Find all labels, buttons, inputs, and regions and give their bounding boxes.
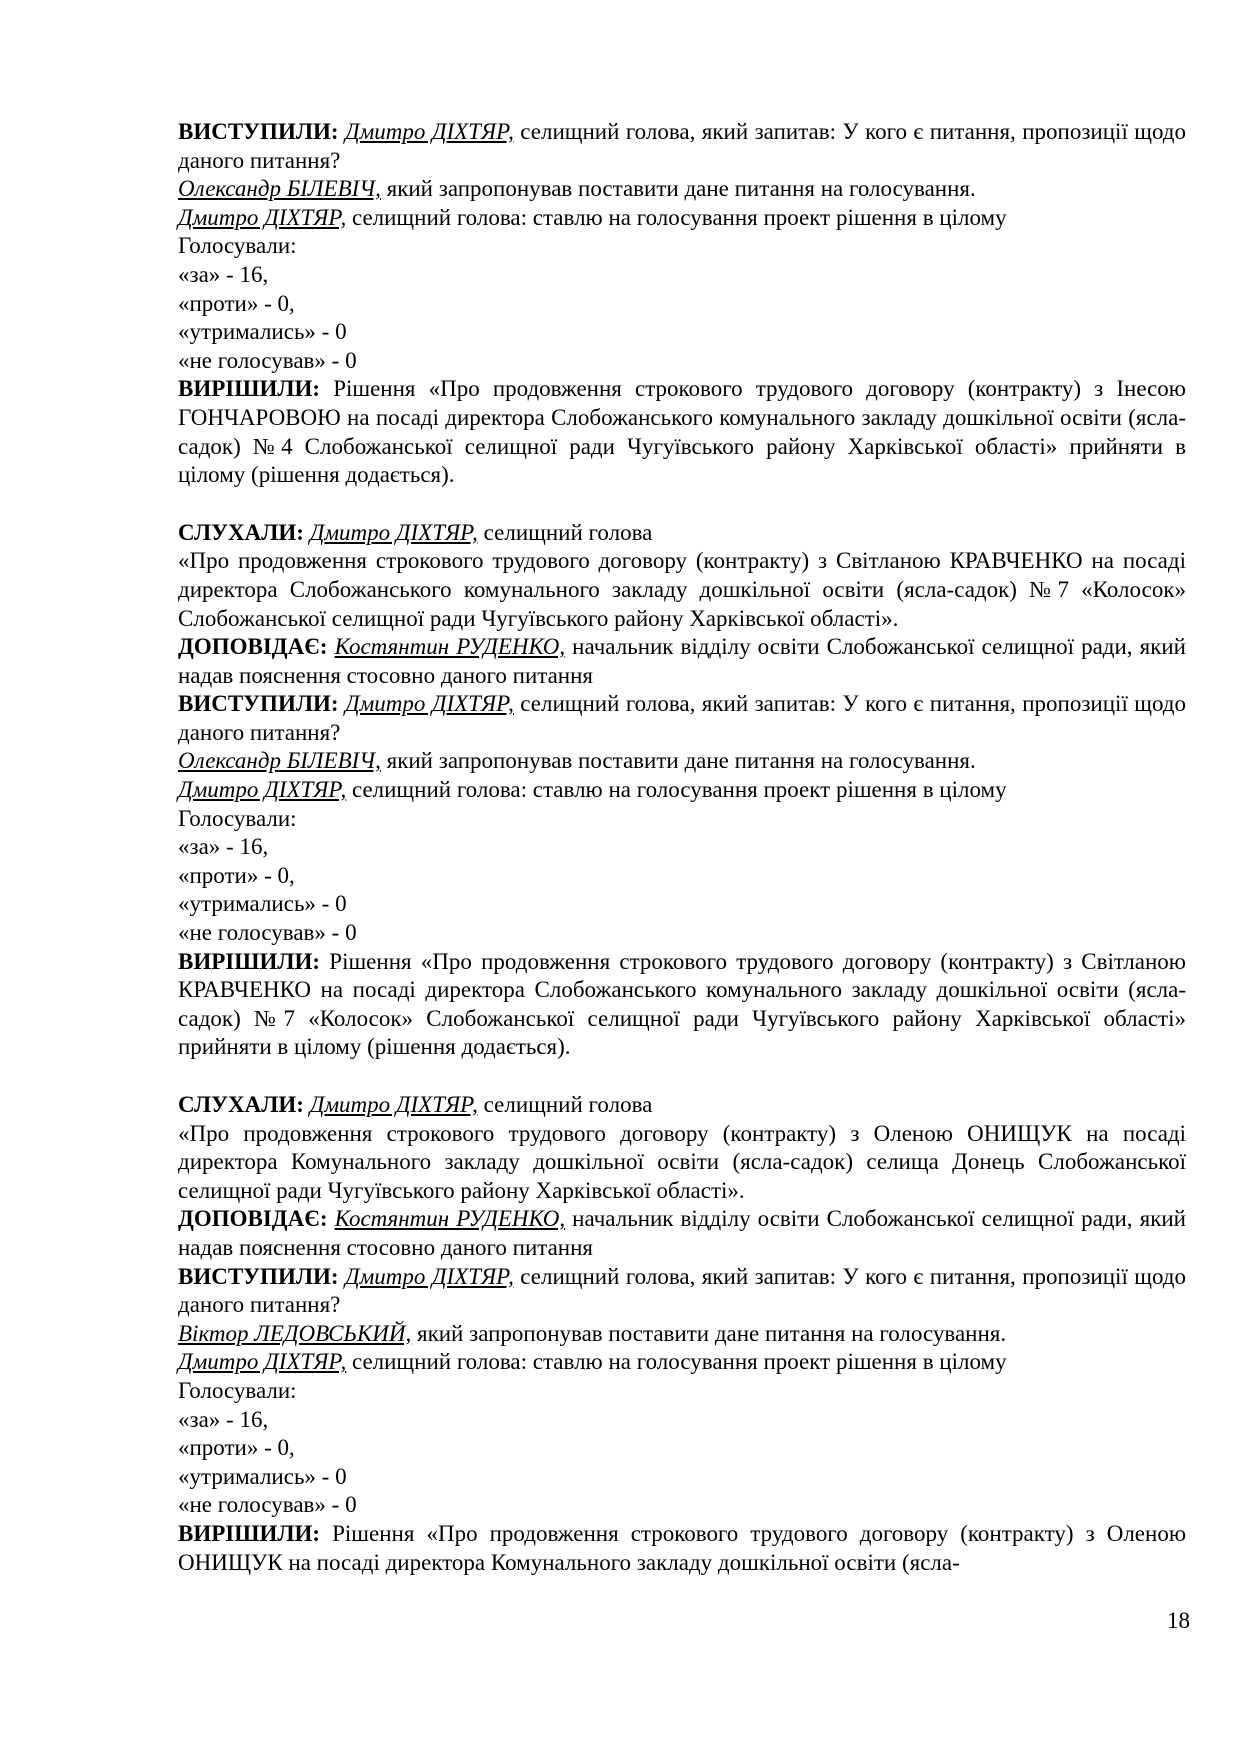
- speaker-name: Дмитро ДІХТЯР,: [344, 691, 514, 717]
- sluhaly-paragraph: [178, 519, 1186, 548]
- vystupyly-text: селищний голова, який запитав: У кого є питання, пропозиції щодо даного питання?: [178, 1263, 1187, 1318]
- vystupyly-label: ВИСТУПИЛИ:: [178, 1263, 339, 1289]
- reporter-name: Костянтин РУДЕНКО,: [334, 1206, 566, 1232]
- votes-abstained: «утримались» - 0: [178, 1463, 347, 1489]
- proposer-paragraph: [178, 747, 1186, 776]
- votes-heading: Голосували:: [178, 233, 297, 259]
- vyrishyly-label: ВИРІШИЛИ:: [178, 376, 321, 402]
- dopovidaye-label: ДОПОВІДАЄ:: [178, 634, 328, 660]
- proposer-paragraph: [178, 175, 1186, 204]
- votes-for: «за» - 16,: [178, 834, 269, 860]
- dopovidaye-text: начальник відділу освіти Слобожанської селищної ради, який надав пояснення стосовно даного питання: [178, 634, 1186, 688]
- document-page: [178, 118, 1186, 1577]
- speaker-name: Дмитро ДІХТЯР,: [309, 519, 478, 545]
- vyrishyly-paragraph: [178, 1520, 1186, 1577]
- dopovidaye-paragraph: [178, 1205, 1186, 1262]
- votes-against: «проти» - 0,: [178, 862, 295, 888]
- vystupyly-paragraph: [178, 118, 1186, 175]
- sluhaly-paragraph: [178, 1091, 1186, 1120]
- votes-for: «за» - 16,: [178, 261, 269, 287]
- chair-text: селищний голова: ставлю на голосування проект рішення в цілому: [346, 204, 1007, 230]
- sluhaly-label: СЛУХАЛИ:: [178, 519, 304, 545]
- proposer-paragraph: [178, 1320, 1186, 1349]
- proposer-name: Олександр БІЛЕВІЧ,: [178, 176, 381, 202]
- vyrishyly-paragraph: [178, 948, 1186, 1062]
- votes-for: «за» - 16,: [178, 1406, 269, 1432]
- votes-not-voted: «не голосував» - 0: [178, 347, 357, 373]
- vystupyly-label: ВИСТУПИЛИ:: [178, 691, 339, 717]
- vystupyly-label: ВИСТУПИЛИ:: [178, 119, 339, 144]
- chair-text: селищний голова: ставлю на голосування проект рішення в цілому: [346, 1349, 1007, 1375]
- votes-heading: Голосували:: [178, 1377, 297, 1403]
- speaker-name: Дмитро ДІХТЯР,: [309, 1092, 478, 1117]
- reporter-name: Костянтин РУДЕНКО,: [334, 634, 566, 660]
- topic-paragraph: «Про продовження строкового трудового договору (контракту) з Світланою КРАВЧЕНКО на посаді директора Слобожанського комунального закладу дошкільної освіти (ясла-садок) №7 «Колосок» Слобожанської селищної ради Чугуївського району Харківської області».: [178, 548, 1186, 631]
- proposer-name: Олександр БІЛЕВІЧ,: [178, 748, 381, 774]
- proposer-text: який запропонував поставити дане питання на голосування.: [380, 748, 976, 774]
- chair-paragraph: [178, 776, 1186, 805]
- speaker-name: Дмитро ДІХТЯР,: [344, 1263, 514, 1289]
- vyrishyly-text: Рішення «Про продовження строкового трудового договору (контракту) з Світланою КРАВЧЕНКО на посаді директора Слобожанського комунального закладу дошкільної освіти (ясла-садок) №7 «Колосок» Слобожанської селищної ради Чугуївського району Харківської області» прийняти в цілому (рішення додається).: [178, 948, 1186, 1060]
- vyrishyly-label: ВИРІШИЛИ:: [178, 948, 321, 974]
- chair-name: Дмитро ДІХТЯР,: [178, 204, 347, 230]
- vyrishyly-label: ВИРІШИЛИ:: [178, 1520, 321, 1546]
- votes-not-voted: «не голосував» - 0: [178, 1492, 357, 1518]
- proposer-name: Віктор ЛЕДОВСЬКИЙ,: [178, 1320, 412, 1346]
- chair-text: селищний голова: ставлю на голосування проект рішення в цілому: [346, 777, 1007, 803]
- vyrishyly-text: Рішення «Про продовження строкового трудового договору (контракту) з Оленою ОНИЩУК на посаді директора Комунального закладу дошкільної освіти (ясла-: [178, 1520, 1186, 1575]
- sluhaly-text: селищний голова: [477, 1092, 653, 1117]
- chair-paragraph: [178, 1348, 1186, 1377]
- chair-paragraph: [178, 204, 1186, 233]
- vyrishyly-paragraph: [178, 375, 1186, 489]
- votes-abstained: «утримались» - 0: [178, 891, 347, 917]
- speaker-name: Дмитро ДІХТЯР,: [344, 119, 514, 144]
- votes-against: «проти» - 0,: [178, 290, 295, 316]
- sluhaly-text: селищний голова: [477, 519, 653, 545]
- votes-against: «проти» - 0,: [178, 1435, 295, 1461]
- sluhaly-label: СЛУХАЛИ:: [178, 1092, 304, 1117]
- vystupyly-text: селищний голова, який запитав: У кого є питання, пропозиції щодо даного питання?: [178, 691, 1187, 745]
- dopovidaye-paragraph: [178, 633, 1186, 690]
- vystupyly-paragraph: [178, 690, 1186, 747]
- vystupyly-paragraph: [178, 1263, 1186, 1320]
- chair-name: Дмитро ДІХТЯР,: [178, 1349, 347, 1375]
- dopovidaye-text: начальник відділу освіти Слобожанської селищної ради, який надав пояснення стосовно даного питання: [178, 1206, 1186, 1260]
- chair-name: Дмитро ДІХТЯР,: [178, 777, 347, 803]
- proposer-text: який запропонував поставити дане питання на голосування.: [380, 176, 976, 202]
- vystupyly-text: селищний голова, який запитав: У кого є питання, пропозиції щодо даного питання?: [178, 119, 1187, 173]
- page-number: 18: [1167, 1608, 1190, 1633]
- dopovidaye-label: ДОПОВІДАЄ:: [178, 1206, 328, 1232]
- votes-not-voted: «не голосував» - 0: [178, 920, 357, 946]
- votes-abstained: «утримались» - 0: [178, 319, 347, 345]
- vyrishyly-text: Рішення «Про продовження строкового трудового договору (контракту) з Інесою ГОНЧАРОВОЮ на посаді директора Слобожанського комунального закладу дошкільної освіти (ясла-садок) №4 Слобожанської селищної ради Чугуївського району Харківської області» прийняти в цілому (рішення додається).: [178, 376, 1186, 488]
- topic-paragraph: «Про продовження строкового трудового договору (контракту) з Оленою ОНИЩУК на посаді директора Комунального закладу дошкільної освіти (ясла-садок) селища Донець Слобожанської селищної ради Чугуївського району Харківської області».: [178, 1120, 1186, 1203]
- votes-heading: Голосували:: [178, 805, 297, 831]
- proposer-text: який запропонував поставити дане питання на голосування.: [411, 1320, 1007, 1346]
